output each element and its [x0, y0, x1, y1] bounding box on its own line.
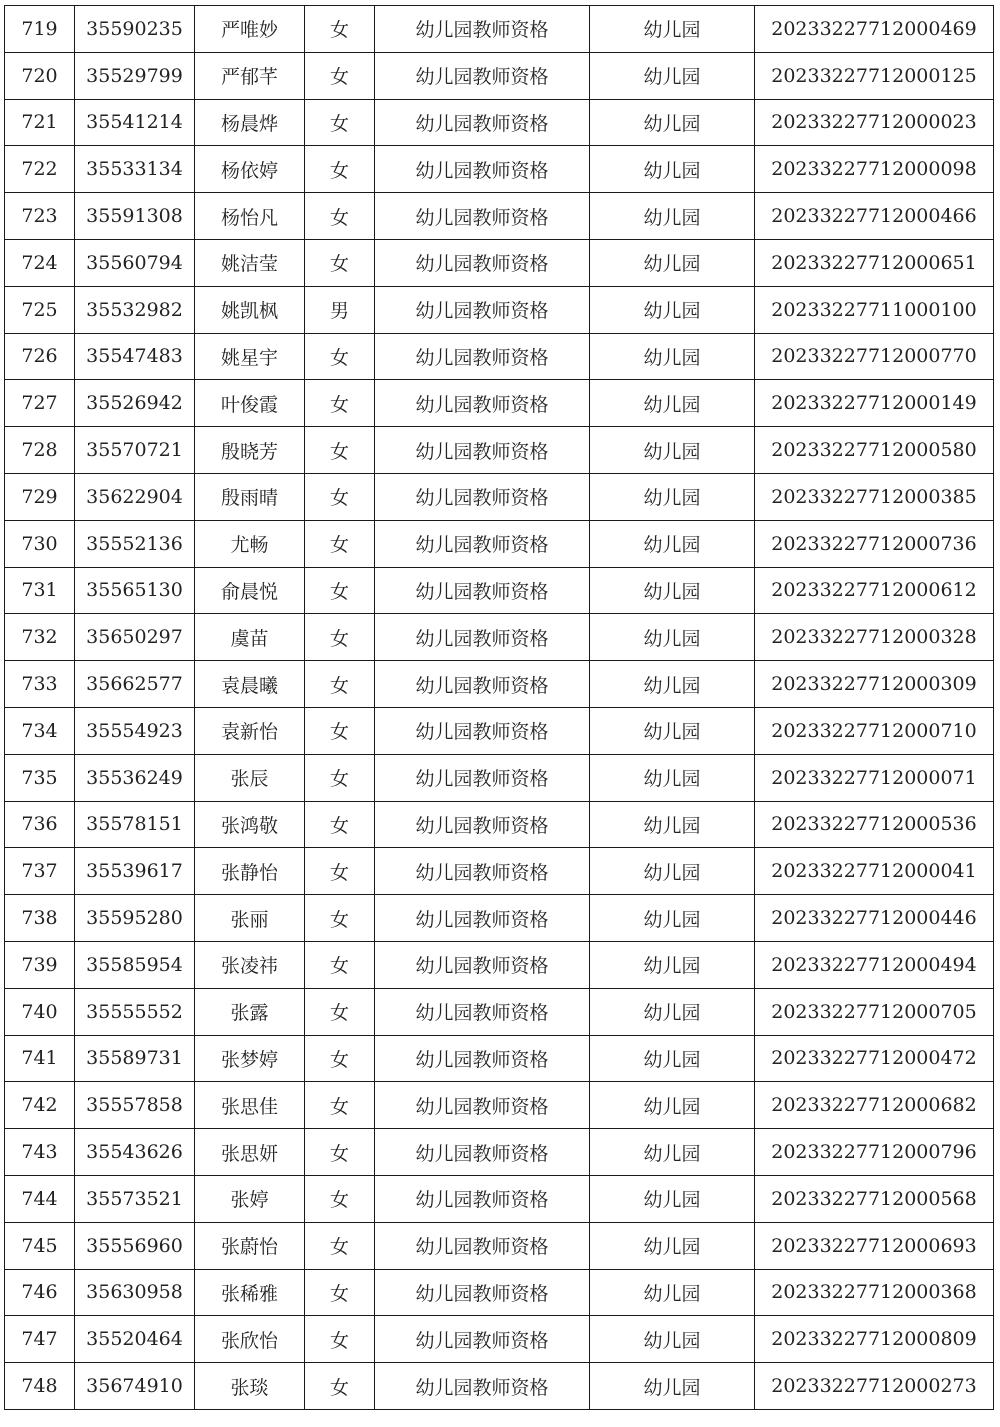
candidate-id-cell: 35591308 [75, 193, 195, 240]
qualification-cell: 幼儿园教师资格 [375, 6, 590, 53]
row-number-cell: 731 [5, 567, 75, 614]
gender-cell: 女 [305, 473, 375, 520]
name-cell: 叶俊霞 [195, 380, 305, 427]
name-cell: 张婷 [195, 1175, 305, 1222]
qualification-cell: 幼儿园教师资格 [375, 99, 590, 146]
candidate-id-cell: 35570721 [75, 427, 195, 474]
name-cell: 张鸿敬 [195, 801, 305, 848]
school-level-cell: 幼儿园 [590, 941, 755, 988]
certificate-number-cell: 20233227712000580 [755, 427, 994, 474]
school-level-cell: 幼儿园 [590, 895, 755, 942]
candidate-id-cell: 35552136 [75, 520, 195, 567]
name-cell: 杨依婷 [195, 146, 305, 193]
table-row [5, 1175, 994, 1222]
table-row [5, 567, 994, 614]
candidate-id-cell: 35650297 [75, 614, 195, 661]
certificate-number-cell: 20233227712000466 [755, 193, 994, 240]
name-cell: 张思妍 [195, 1129, 305, 1176]
row-number-cell: 732 [5, 614, 75, 661]
school-level-cell: 幼儿园 [590, 707, 755, 754]
name-cell: 俞晨悦 [195, 567, 305, 614]
certificate-list-table [4, 5, 994, 1410]
qualification-cell: 幼儿园教师资格 [375, 520, 590, 567]
row-number-cell: 738 [5, 895, 75, 942]
school-level-cell: 幼儿园 [590, 333, 755, 380]
school-level-cell: 幼儿园 [590, 193, 755, 240]
gender-cell: 女 [305, 427, 375, 474]
qualification-cell: 幼儿园教师资格 [375, 1082, 590, 1129]
certificate-number-cell: 20233227712000125 [755, 52, 994, 99]
name-cell: 张静怡 [195, 848, 305, 895]
candidate-id-cell: 35520464 [75, 1316, 195, 1363]
certificate-number-cell: 20233227712000098 [755, 146, 994, 193]
candidate-id-cell: 35590235 [75, 6, 195, 53]
table-row [5, 1082, 994, 1129]
name-cell: 张梦婷 [195, 1035, 305, 1082]
gender-cell: 女 [305, 99, 375, 146]
gender-cell: 女 [305, 754, 375, 801]
certificate-number-cell: 20233227712000328 [755, 614, 994, 661]
qualification-cell: 幼儿园教师资格 [375, 380, 590, 427]
gender-cell: 女 [305, 52, 375, 99]
table-row [5, 427, 994, 474]
school-level-cell: 幼儿园 [590, 99, 755, 146]
candidate-id-cell: 35532982 [75, 286, 195, 333]
candidate-id-cell: 35539617 [75, 848, 195, 895]
name-cell: 严郁芊 [195, 52, 305, 99]
school-level-cell: 幼儿园 [590, 427, 755, 474]
table-row [5, 707, 994, 754]
candidate-id-cell: 35536249 [75, 754, 195, 801]
table-row [5, 52, 994, 99]
school-level-cell: 幼儿园 [590, 286, 755, 333]
school-level-cell: 幼儿园 [590, 848, 755, 895]
name-cell: 张辰 [195, 754, 305, 801]
gender-cell: 女 [305, 1082, 375, 1129]
qualification-cell: 幼儿园教师资格 [375, 801, 590, 848]
school-level-cell: 幼儿园 [590, 1269, 755, 1316]
candidate-id-cell: 35557858 [75, 1082, 195, 1129]
table-row [5, 614, 994, 661]
school-level-cell: 幼儿园 [590, 1129, 755, 1176]
gender-cell: 女 [305, 614, 375, 661]
table-row [5, 801, 994, 848]
row-number-cell: 722 [5, 146, 75, 193]
certificate-number-cell: 20233227711000100 [755, 286, 994, 333]
school-level-cell: 幼儿园 [590, 380, 755, 427]
table-row [5, 988, 994, 1035]
row-number-cell: 747 [5, 1316, 75, 1363]
gender-cell: 女 [305, 6, 375, 53]
school-level-cell: 幼儿园 [590, 567, 755, 614]
certificate-number-cell: 20233227712000809 [755, 1316, 994, 1363]
certificate-number-cell: 20233227712000071 [755, 754, 994, 801]
candidate-id-cell: 35578151 [75, 801, 195, 848]
certificate-number-cell: 20233227712000536 [755, 801, 994, 848]
row-number-cell: 736 [5, 801, 75, 848]
table-row [5, 895, 994, 942]
certificate-number-cell: 20233227712000770 [755, 333, 994, 380]
candidate-id-cell: 35573521 [75, 1175, 195, 1222]
qualification-cell: 幼儿园教师资格 [375, 1316, 590, 1363]
gender-cell: 女 [305, 1222, 375, 1269]
table-row [5, 1129, 994, 1176]
school-level-cell: 幼儿园 [590, 1035, 755, 1082]
name-cell: 张思佳 [195, 1082, 305, 1129]
certificate-number-cell: 20233227712000710 [755, 707, 994, 754]
certificate-number-cell: 20233227712000023 [755, 99, 994, 146]
row-number-cell: 726 [5, 333, 75, 380]
qualification-cell: 幼儿园教师资格 [375, 567, 590, 614]
gender-cell: 女 [305, 333, 375, 380]
certificate-number-cell: 20233227712000736 [755, 520, 994, 567]
qualification-cell: 幼儿园教师资格 [375, 988, 590, 1035]
candidate-id-cell: 35541214 [75, 99, 195, 146]
gender-cell: 女 [305, 1363, 375, 1410]
qualification-cell: 幼儿园教师资格 [375, 661, 590, 708]
gender-cell: 女 [305, 661, 375, 708]
name-cell: 张露 [195, 988, 305, 1035]
name-cell: 殷晓芳 [195, 427, 305, 474]
row-number-cell: 721 [5, 99, 75, 146]
table-body [5, 6, 994, 1410]
table-row [5, 661, 994, 708]
certificate-number-cell: 20233227712000385 [755, 473, 994, 520]
table-row [5, 1363, 994, 1410]
table-row [5, 1269, 994, 1316]
row-number-cell: 735 [5, 754, 75, 801]
name-cell: 张丽 [195, 895, 305, 942]
row-number-cell: 746 [5, 1269, 75, 1316]
table-row [5, 286, 994, 333]
qualification-cell: 幼儿园教师资格 [375, 473, 590, 520]
row-number-cell: 720 [5, 52, 75, 99]
table-row [5, 520, 994, 567]
candidate-id-cell: 35529799 [75, 52, 195, 99]
qualification-cell: 幼儿园教师资格 [375, 193, 590, 240]
name-cell: 虞苗 [195, 614, 305, 661]
school-level-cell: 幼儿园 [590, 52, 755, 99]
name-cell: 杨怡凡 [195, 193, 305, 240]
school-level-cell: 幼儿园 [590, 520, 755, 567]
school-level-cell: 幼儿园 [590, 614, 755, 661]
table-row [5, 380, 994, 427]
candidate-id-cell: 35565130 [75, 567, 195, 614]
table-row [5, 1222, 994, 1269]
row-number-cell: 745 [5, 1222, 75, 1269]
candidate-id-cell: 35533134 [75, 146, 195, 193]
certificate-number-cell: 20233227712000041 [755, 848, 994, 895]
name-cell: 尤畅 [195, 520, 305, 567]
certificate-number-cell: 20233227712000469 [755, 6, 994, 53]
gender-cell: 女 [305, 1035, 375, 1082]
table-row [5, 941, 994, 988]
certificate-number-cell: 20233227712000705 [755, 988, 994, 1035]
qualification-cell: 幼儿园教师资格 [375, 1222, 590, 1269]
gender-cell: 男 [305, 286, 375, 333]
gender-cell: 女 [305, 380, 375, 427]
certificate-number-cell: 20233227712000273 [755, 1363, 994, 1410]
gender-cell: 女 [305, 895, 375, 942]
certificate-number-cell: 20233227712000309 [755, 661, 994, 708]
table-row [5, 754, 994, 801]
certificate-number-cell: 20233227712000682 [755, 1082, 994, 1129]
certificate-number-cell: 20233227712000693 [755, 1222, 994, 1269]
gender-cell: 女 [305, 1269, 375, 1316]
qualification-cell: 幼儿园教师资格 [375, 52, 590, 99]
candidate-id-cell: 35526942 [75, 380, 195, 427]
qualification-cell: 幼儿园教师资格 [375, 333, 590, 380]
gender-cell: 女 [305, 1129, 375, 1176]
candidate-id-cell: 35556960 [75, 1222, 195, 1269]
row-number-cell: 741 [5, 1035, 75, 1082]
gender-cell: 女 [305, 520, 375, 567]
row-number-cell: 723 [5, 193, 75, 240]
candidate-id-cell: 35595280 [75, 895, 195, 942]
name-cell: 张蔚怡 [195, 1222, 305, 1269]
name-cell: 姚凯枫 [195, 286, 305, 333]
school-level-cell: 幼儿园 [590, 1082, 755, 1129]
certificate-number-cell: 20233227712000612 [755, 567, 994, 614]
name-cell: 袁晨曦 [195, 661, 305, 708]
candidate-id-cell: 35560794 [75, 239, 195, 286]
candidate-id-cell: 35543626 [75, 1129, 195, 1176]
name-cell: 张稀雅 [195, 1269, 305, 1316]
school-level-cell: 幼儿园 [590, 1316, 755, 1363]
candidate-id-cell: 35674910 [75, 1363, 195, 1410]
row-number-cell: 740 [5, 988, 75, 1035]
qualification-cell: 幼儿园教师资格 [375, 427, 590, 474]
table-row [5, 848, 994, 895]
candidate-id-cell: 35662577 [75, 661, 195, 708]
name-cell: 姚星宇 [195, 333, 305, 380]
table-row [5, 1316, 994, 1363]
qualification-cell: 幼儿园教师资格 [375, 848, 590, 895]
candidate-id-cell: 35622904 [75, 473, 195, 520]
certificate-number-cell: 20233227712000796 [755, 1129, 994, 1176]
qualification-cell: 幼儿园教师资格 [375, 1129, 590, 1176]
name-cell: 张琰 [195, 1363, 305, 1410]
certificate-number-cell: 20233227712000149 [755, 380, 994, 427]
qualification-cell: 幼儿园教师资格 [375, 895, 590, 942]
gender-cell: 女 [305, 988, 375, 1035]
qualification-cell: 幼儿园教师资格 [375, 1175, 590, 1222]
name-cell: 姚洁莹 [195, 239, 305, 286]
certificate-number-cell: 20233227712000472 [755, 1035, 994, 1082]
table-row [5, 99, 994, 146]
school-level-cell: 幼儿园 [590, 146, 755, 193]
candidate-id-cell: 35547483 [75, 333, 195, 380]
qualification-cell: 幼儿园教师资格 [375, 1363, 590, 1410]
row-number-cell: 742 [5, 1082, 75, 1129]
row-number-cell: 724 [5, 239, 75, 286]
gender-cell: 女 [305, 1175, 375, 1222]
candidate-id-cell: 35585954 [75, 941, 195, 988]
school-level-cell: 幼儿园 [590, 6, 755, 53]
school-level-cell: 幼儿园 [590, 239, 755, 286]
certificate-number-cell: 20233227712000651 [755, 239, 994, 286]
qualification-cell: 幼儿园教师资格 [375, 1035, 590, 1082]
table-row [5, 1035, 994, 1082]
table-row [5, 193, 994, 240]
school-level-cell: 幼儿园 [590, 754, 755, 801]
gender-cell: 女 [305, 193, 375, 240]
school-level-cell: 幼儿园 [590, 1175, 755, 1222]
row-number-cell: 743 [5, 1129, 75, 1176]
table-row [5, 6, 994, 53]
name-cell: 张欣怡 [195, 1316, 305, 1363]
row-number-cell: 748 [5, 1363, 75, 1410]
school-level-cell: 幼儿园 [590, 473, 755, 520]
qualification-cell: 幼儿园教师资格 [375, 754, 590, 801]
candidate-id-cell: 35630958 [75, 1269, 195, 1316]
school-level-cell: 幼儿园 [590, 801, 755, 848]
qualification-cell: 幼儿园教师资格 [375, 286, 590, 333]
table-row [5, 473, 994, 520]
candidate-id-cell: 35554923 [75, 707, 195, 754]
table-row [5, 146, 994, 193]
qualification-cell: 幼儿园教师资格 [375, 146, 590, 193]
gender-cell: 女 [305, 801, 375, 848]
row-number-cell: 733 [5, 661, 75, 708]
row-number-cell: 744 [5, 1175, 75, 1222]
school-level-cell: 幼儿园 [590, 1222, 755, 1269]
qualification-cell: 幼儿园教师资格 [375, 707, 590, 754]
school-level-cell: 幼儿园 [590, 988, 755, 1035]
gender-cell: 女 [305, 146, 375, 193]
table-row [5, 333, 994, 380]
candidate-id-cell: 35555552 [75, 988, 195, 1035]
table-row [5, 239, 994, 286]
row-number-cell: 729 [5, 473, 75, 520]
gender-cell: 女 [305, 848, 375, 895]
school-level-cell: 幼儿园 [590, 661, 755, 708]
qualification-cell: 幼儿园教师资格 [375, 1269, 590, 1316]
gender-cell: 女 [305, 239, 375, 286]
row-number-cell: 725 [5, 286, 75, 333]
certificate-number-cell: 20233227712000568 [755, 1175, 994, 1222]
gender-cell: 女 [305, 941, 375, 988]
name-cell: 袁新怡 [195, 707, 305, 754]
qualification-cell: 幼儿园教师资格 [375, 941, 590, 988]
qualification-cell: 幼儿园教师资格 [375, 614, 590, 661]
row-number-cell: 734 [5, 707, 75, 754]
row-number-cell: 730 [5, 520, 75, 567]
name-cell: 严唯妙 [195, 6, 305, 53]
gender-cell: 女 [305, 707, 375, 754]
name-cell: 殷雨晴 [195, 473, 305, 520]
gender-cell: 女 [305, 567, 375, 614]
certificate-number-cell: 20233227712000368 [755, 1269, 994, 1316]
qualification-cell: 幼儿园教师资格 [375, 239, 590, 286]
gender-cell: 女 [305, 1316, 375, 1363]
row-number-cell: 719 [5, 6, 75, 53]
certificate-number-cell: 20233227712000494 [755, 941, 994, 988]
row-number-cell: 737 [5, 848, 75, 895]
row-number-cell: 739 [5, 941, 75, 988]
name-cell: 张凌祎 [195, 941, 305, 988]
name-cell: 杨晨烨 [195, 99, 305, 146]
row-number-cell: 728 [5, 427, 75, 474]
row-number-cell: 727 [5, 380, 75, 427]
school-level-cell: 幼儿园 [590, 1363, 755, 1410]
candidate-id-cell: 35589731 [75, 1035, 195, 1082]
certificate-number-cell: 20233227712000446 [755, 895, 994, 942]
